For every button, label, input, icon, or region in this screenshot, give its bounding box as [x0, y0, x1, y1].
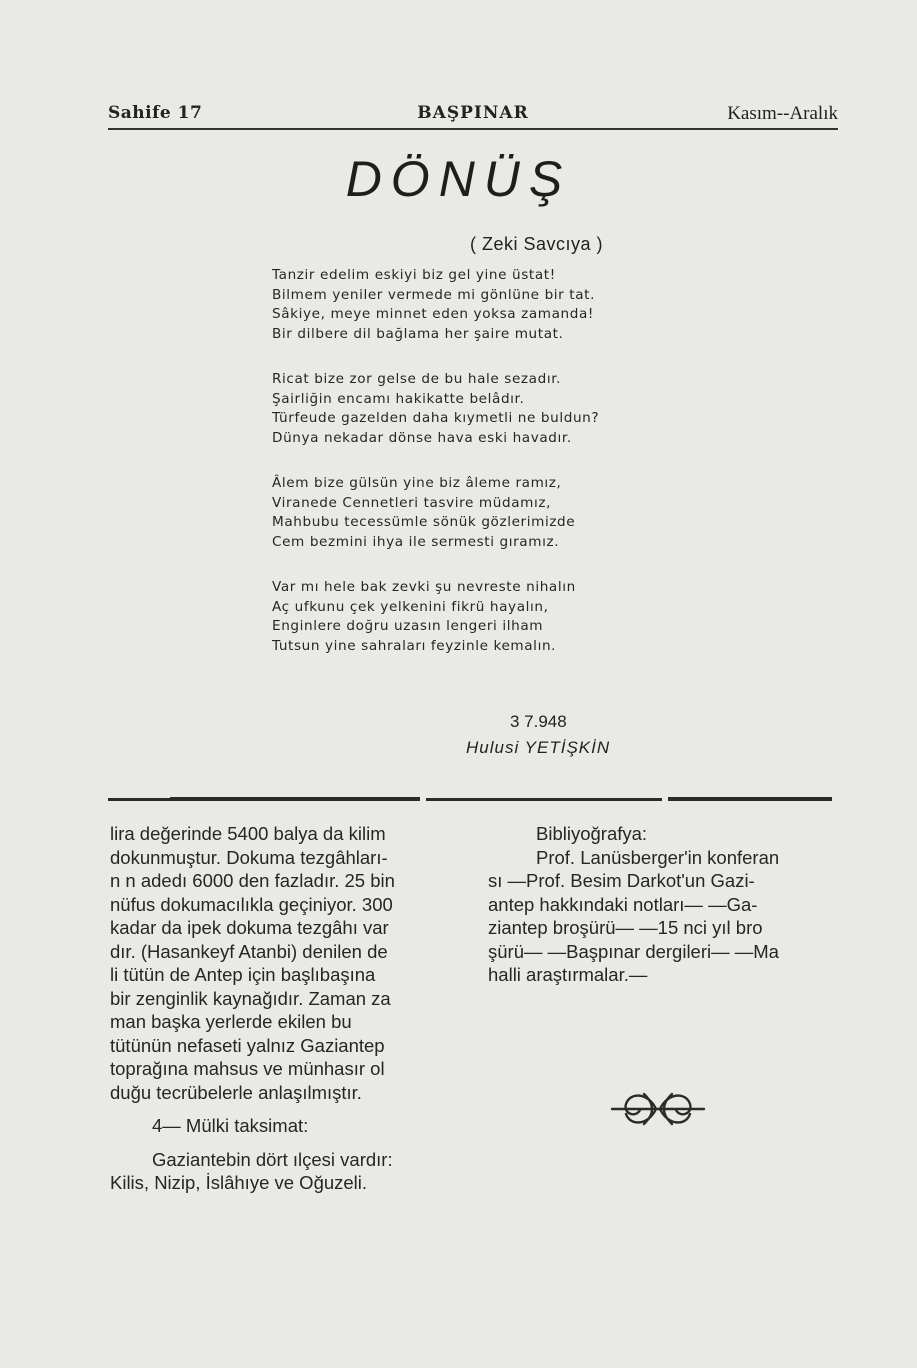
bibliography-line: ziantep broşürü— —15 nci yıl bro	[488, 917, 763, 938]
flourish-ornament-icon	[608, 1084, 708, 1134]
poem-line: Sâkiye, meye minnet eden yoksa zamanda!	[272, 306, 594, 322]
bibliography-line: antep hakkındaki notları— —Ga-	[488, 893, 758, 915]
text-line: nüfus dokumacılıkla geçiniyor. 300	[110, 893, 393, 915]
text-line: Gaziantebin dört ılçesi vardır:	[152, 1148, 393, 1170]
poem-line: Dünya nekadar dönse hava eski havadır.	[272, 429, 572, 446]
bibliography-line: Prof. Lanüsberger'in konferan	[536, 846, 780, 868]
section-heading: 4— Mülki taksimat:	[152, 1115, 309, 1136]
poem-line: Aç ufkunu çek yelkenini fikrü hayalın,	[272, 598, 549, 615]
poem-stanza	[272, 266, 712, 344]
bibliography-line: şürü— —Başpınar dergileri— —Ma	[488, 940, 779, 962]
poem-line: Var mı hele bak zevki şu nevreste nihalın	[272, 579, 576, 595]
poem-line: Mahbubu tecessümle sönük gözlerimizde	[272, 514, 576, 530]
issue-date: Kasım--Aralık	[727, 103, 838, 124]
poem-date: 3 7.948	[510, 712, 567, 731]
right-column	[488, 822, 838, 987]
text-line: man başka yerlerde ekilen bu	[110, 1011, 352, 1032]
poem-line: Cem bezmini ihya ile sermesti gıramız.	[272, 533, 560, 550]
divider-segment	[108, 798, 170, 801]
poem-author: Hulusi YETİŞKİN	[466, 738, 611, 757]
text-line: li tütün de Antep için başlıbaşına	[110, 964, 376, 985]
poem-stanza	[272, 578, 712, 656]
poem-line: Ricat bize zor gelse de bu hale sezadır.	[272, 371, 562, 387]
poem-line: Tanzir edelim eskiyi biz gel yine üstat!	[272, 267, 556, 283]
text-line: Kilis, Nizip, İslâhıye ve Oğuzeli.	[110, 1172, 368, 1193]
poem-line: Enginlere doğru uzasın lengeri ilham	[272, 618, 544, 634]
bibliography-line: sı —Prof. Besim Darkot'un Gazi-	[488, 870, 755, 891]
poem-line: Türfeude gazelden daha kıymetli ne buldun?	[272, 410, 600, 426]
text-line: n n adedı 6000 den fazladır. 25 bin	[110, 870, 395, 891]
poem-line: Viranede Cennetleri tasvire müdamız,	[272, 494, 552, 511]
section-divider	[108, 796, 832, 802]
text-line: lira değerinde 5400 balya da kilim	[110, 823, 386, 844]
text-line: toprağına mahsus ve münhasır ol	[110, 1058, 385, 1079]
page-header	[108, 103, 838, 129]
poem-line: Âlem bize gülsün yine biz âleme ramız,	[272, 475, 562, 491]
poem-line: Bir dilbere dil bağlama her şaire mutat.	[272, 325, 564, 342]
text-line: bir zenginlik kaynağıdır. Zaman za	[110, 987, 391, 1009]
poem-line: Bilmem yeniler vermede mi gönlüne bir tat.	[272, 286, 595, 303]
divider-segment	[426, 798, 662, 801]
divider-segment	[668, 797, 832, 801]
bibliography-heading: Bibliyoğrafya:	[536, 823, 648, 844]
journal-name: BAŞPINAR	[417, 103, 529, 123]
text-line: dokunmuştur. Dokuma tezgâhları-	[110, 846, 388, 868]
text-line: tütünün nefaseti yalnız Gaziantep	[110, 1034, 385, 1056]
poem-line: Tutsun yine sahraları feyzinle kemalın.	[272, 637, 557, 654]
left-column	[110, 822, 455, 1195]
bibliography-line: halli araştırmalar.—	[488, 964, 648, 985]
poem-dedication: ( Zeki Savcıya )	[470, 234, 604, 254]
poem-line: Şairliğin encamı hakikatte belâdır.	[272, 390, 525, 407]
divider-segment	[170, 797, 420, 801]
header-rule	[108, 128, 838, 130]
poem-title: DÖNÜŞ	[345, 151, 572, 207]
page-number: Sahife 17	[108, 103, 203, 123]
poem-body	[272, 266, 712, 682]
text-line: dır. (Hasankeyf Atanbi) denilen de	[110, 940, 388, 962]
poem-stanza	[272, 370, 712, 448]
text-line: kadar da ipek dokuma tezgâhı var	[110, 917, 389, 938]
poem-stanza	[272, 474, 712, 552]
text-line: duğu tecrübelerle anlaşılmıştır.	[110, 1081, 362, 1103]
